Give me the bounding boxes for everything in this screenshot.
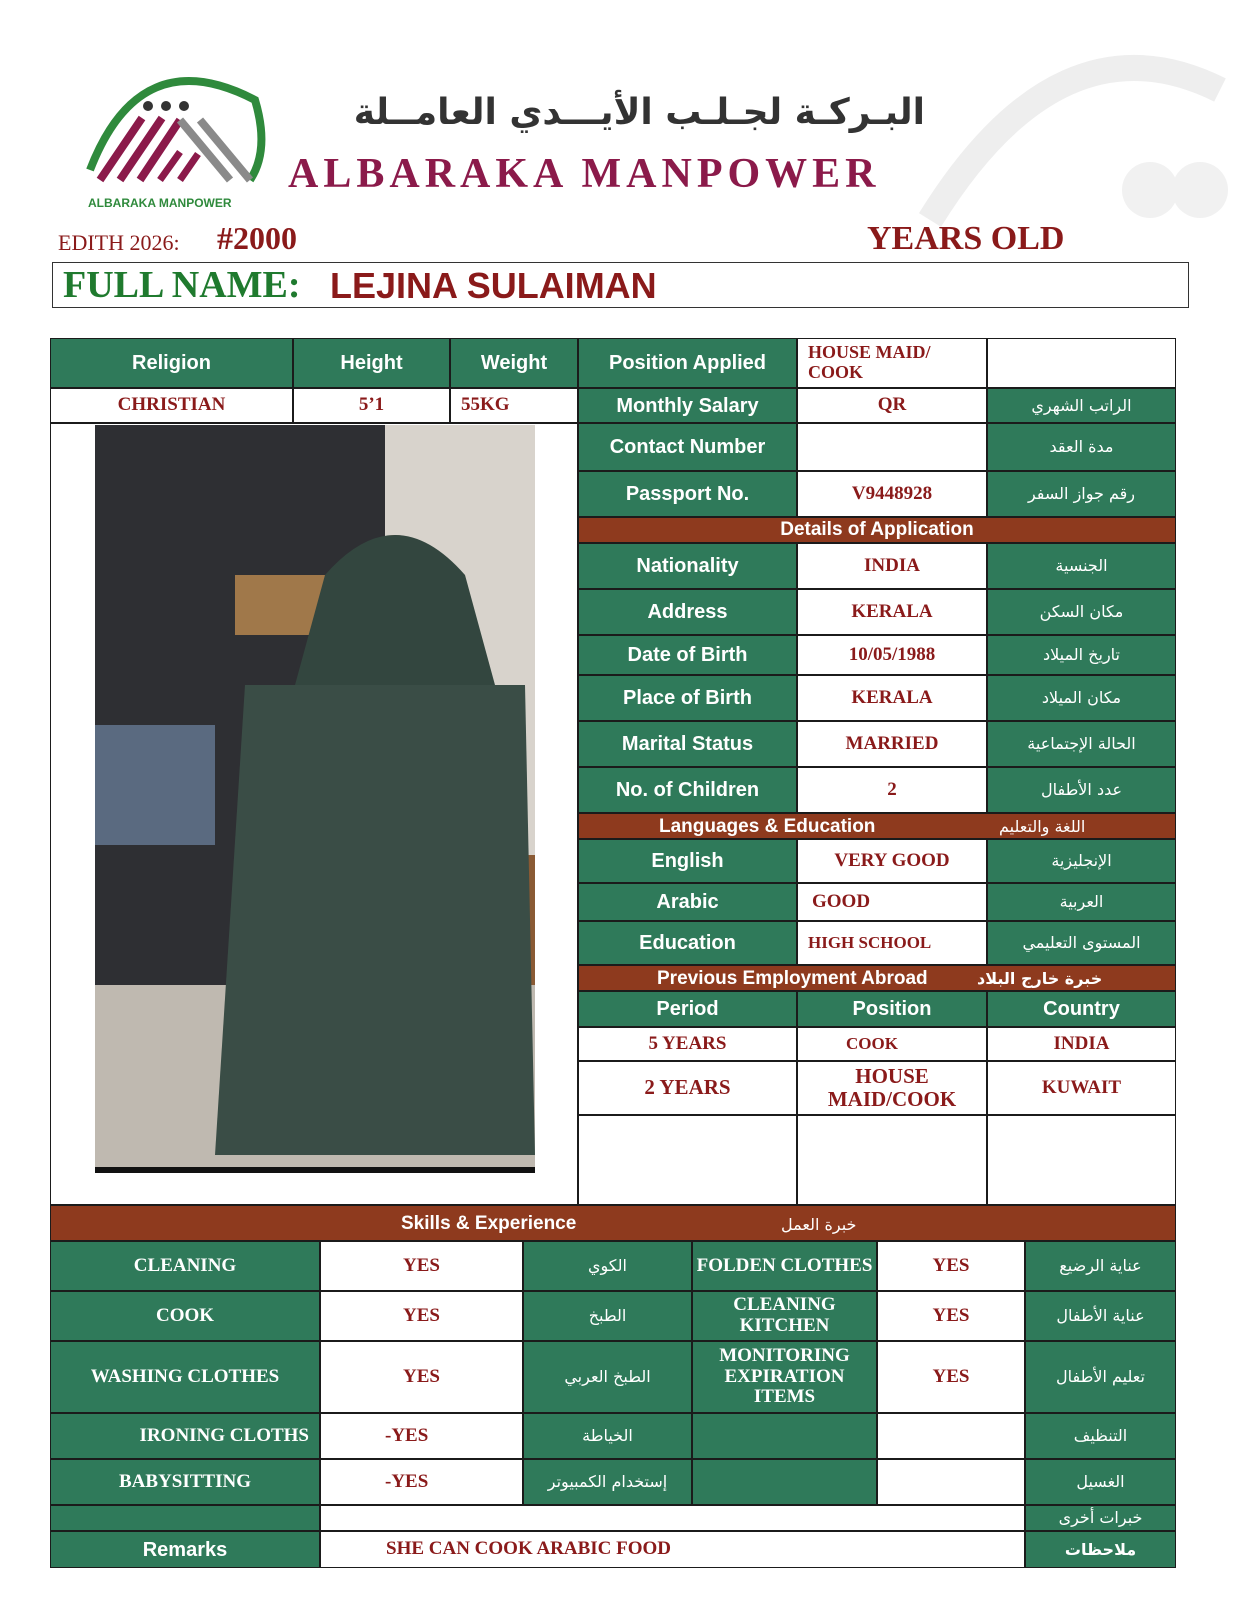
- skill-cleaning-kitchen-ar: عناية الأطفال: [1025, 1291, 1176, 1341]
- religion-value: CHRISTIAN: [50, 388, 293, 423]
- skill-ironing-label: IRONING CLOTHS: [50, 1413, 320, 1459]
- english-value: VERY GOOD: [797, 839, 987, 883]
- monthly-salary-value: QR: [797, 388, 987, 423]
- skill-folden-clothes-value: YES: [877, 1241, 1025, 1291]
- arabic-value: GOOD: [797, 883, 987, 921]
- skill-washing-clothes-label: WASHING CLOTHES: [50, 1341, 320, 1413]
- skill-row5-empty-value: [877, 1459, 1025, 1505]
- contact-number-label: Contact Number: [578, 423, 797, 471]
- contact-number-ar: مدة العقد: [987, 423, 1176, 471]
- skill-cook-ar: الطبخ: [523, 1291, 692, 1341]
- languages-section-title: Languages & Education: [659, 816, 876, 837]
- skill-cleaning-label: CLEANING: [50, 1241, 320, 1291]
- skill-washing-ar2: الغسيل: [1025, 1459, 1176, 1505]
- country-header: Country: [987, 991, 1176, 1027]
- skill-ironing-value: -YES: [320, 1413, 523, 1459]
- candidate-photo: [95, 425, 535, 1173]
- date-of-birth-value: 10/05/1988: [797, 635, 987, 675]
- employment-row-3-country: [987, 1115, 1176, 1205]
- education-value: HIGH SCHOOL: [797, 921, 987, 965]
- passport-label: Passport No.: [578, 471, 797, 517]
- skill-babysitting-value: -YES: [320, 1459, 523, 1505]
- employment-row-2-position: HOUSE MAID/COOK: [797, 1061, 987, 1115]
- arabic-company-title: البـركـة لجـلـب الأيـــدي العامــلة: [353, 92, 925, 133]
- contact-number-value: [797, 423, 987, 471]
- reference-number: #2000: [217, 220, 297, 256]
- skill-cook-value: YES: [320, 1291, 523, 1341]
- skill-row4-empty-label: [692, 1413, 877, 1459]
- remarks-value: SHE CAN COOK ARABIC FOOD: [320, 1531, 1025, 1568]
- employment-row-2-country: KUWAIT: [987, 1061, 1176, 1115]
- english-company-title-text: ALBARAKA MANPOWER: [288, 151, 881, 197]
- place-of-birth-label: Place of Birth: [578, 675, 797, 721]
- languages-section-header: [578, 813, 1176, 839]
- address-ar: مكان السكن: [987, 589, 1176, 635]
- skill-cleaning-kitchen-value: YES: [877, 1291, 1025, 1341]
- weight-value: 55KG: [450, 388, 578, 423]
- skill-cleaning-value: YES: [320, 1241, 523, 1291]
- address-label: Address: [578, 589, 797, 635]
- other-experience-empty-label: [50, 1505, 320, 1531]
- place-of-birth-value: KERALA: [797, 675, 987, 721]
- other-experience-ar: خبرات أخرى: [1025, 1505, 1176, 1531]
- full-name-label: FULL NAME:: [63, 264, 301, 306]
- monthly-salary-label: Monthly Salary: [578, 388, 797, 423]
- employment-row-3-position: [797, 1115, 987, 1205]
- employment-section-title: Previous Employment Abroad: [657, 968, 928, 989]
- full-name-box: [52, 262, 1189, 308]
- skill-row5-empty-label: [692, 1459, 877, 1505]
- employment-section-ar: خبرة خارج البلاد: [977, 969, 1103, 988]
- background-arch-decoration: [910, 30, 1230, 230]
- skills-section-ar: خبرة العمل: [781, 1215, 857, 1234]
- address-value: KERALA: [797, 589, 987, 635]
- education-ar: المستوى التعليمي: [987, 921, 1176, 965]
- albaraka-logo-icon: [80, 60, 270, 200]
- skill-folden-clothes-label: FOLDEN CLOTHES: [692, 1241, 877, 1291]
- arabic-ar: العربية: [987, 883, 1176, 921]
- skill-cook-label: COOK: [50, 1291, 320, 1341]
- full-name-value: LEJINA SULAIMAN: [330, 265, 657, 306]
- english-ar: الإنجليزية: [987, 839, 1176, 883]
- nationality-value: INDIA: [797, 543, 987, 589]
- english-company-title: [288, 150, 928, 198]
- employment-row-1-period: 5 YEARS: [578, 1027, 797, 1061]
- children-value: 2: [797, 767, 987, 813]
- edition-label: EDITH 2026:: [58, 230, 180, 255]
- marital-status-value: MARRIED: [797, 721, 987, 767]
- position-applied-label: Position Applied: [578, 338, 797, 388]
- employment-row-1-country: INDIA: [987, 1027, 1176, 1061]
- cv-page: [10, 0, 1235, 1600]
- arabic-label: Arabic: [578, 883, 797, 921]
- religion-header: Religion: [50, 338, 293, 388]
- skills-section-title: Skills & Experience: [401, 1213, 577, 1234]
- details-section-header: Details of Application: [578, 517, 1176, 543]
- children-ar: عدد الأطفال: [987, 767, 1176, 813]
- position-header: Position: [797, 991, 987, 1027]
- position-applied-ar-empty: [987, 338, 1176, 388]
- skill-washing-clothes-value: YES: [320, 1341, 523, 1413]
- date-of-birth-ar: تاريخ الميلاد: [987, 635, 1176, 675]
- logo-caption: ALBARAKA MANPOWER: [88, 196, 232, 210]
- skill-monitoring-expiration-value: YES: [877, 1341, 1025, 1413]
- skill-babysitting-label: BABYSITTING: [50, 1459, 320, 1505]
- remarks-label: Remarks: [50, 1531, 320, 1568]
- skill-row4-empty-value: [877, 1413, 1025, 1459]
- nationality-ar: الجنسية: [987, 543, 1176, 589]
- height-value: 5’1: [293, 388, 450, 423]
- skill-cleaning-ar: الكوي: [523, 1241, 692, 1291]
- languages-section-ar: اللغة والتعليم: [999, 817, 1086, 836]
- education-label: Education: [578, 921, 797, 965]
- employment-row-1-position: COOK: [797, 1027, 987, 1061]
- skill-cleaning-ar2: التنظيف: [1025, 1413, 1176, 1459]
- marital-status-ar: الحالة الإجتماعية: [987, 721, 1176, 767]
- monthly-salary-ar: الراتب الشهري: [987, 388, 1176, 423]
- position-applied-value: HOUSE MAID/ COOK: [797, 338, 987, 388]
- skill-monitoring-expiration-ar: تعليم الأطفال: [1025, 1341, 1176, 1413]
- children-label: No. of Children: [578, 767, 797, 813]
- employment-section-header: [578, 965, 1176, 991]
- passport-value: V9448928: [797, 471, 987, 517]
- height-header: Height: [293, 338, 450, 388]
- skill-monitoring-expiration-label: MONITORING EXPIRATION ITEMS: [692, 1341, 877, 1413]
- skill-washing-clothes-ar: الطبخ العربي: [523, 1341, 692, 1413]
- marital-status-label: Marital Status: [578, 721, 797, 767]
- employment-row-2-period: 2 YEARS: [578, 1061, 797, 1115]
- skill-cleaning-kitchen-label: CLEANING KITCHEN: [692, 1291, 877, 1341]
- skill-babysitting-ar: إستخدام الكمبيوتر: [523, 1459, 692, 1505]
- employment-row-3-period: [578, 1115, 797, 1205]
- date-of-birth-label: Date of Birth: [578, 635, 797, 675]
- passport-ar: رقم جواز السفر: [987, 471, 1176, 517]
- skills-section-header: [50, 1205, 1176, 1241]
- age-label: YEARS OLD: [867, 220, 1065, 257]
- skill-folden-clothes-ar: عناية الرضيع: [1025, 1241, 1176, 1291]
- nationality-label: Nationality: [578, 543, 797, 589]
- period-header: Period: [578, 991, 797, 1027]
- english-label: English: [578, 839, 797, 883]
- place-of-birth-ar: مكان الميلاد: [987, 675, 1176, 721]
- other-experience-value: [320, 1505, 1025, 1531]
- remarks-ar: ملاحظات: [1025, 1531, 1176, 1568]
- skill-ironing-ar: الخياطة: [523, 1413, 692, 1459]
- weight-header: Weight: [450, 338, 578, 388]
